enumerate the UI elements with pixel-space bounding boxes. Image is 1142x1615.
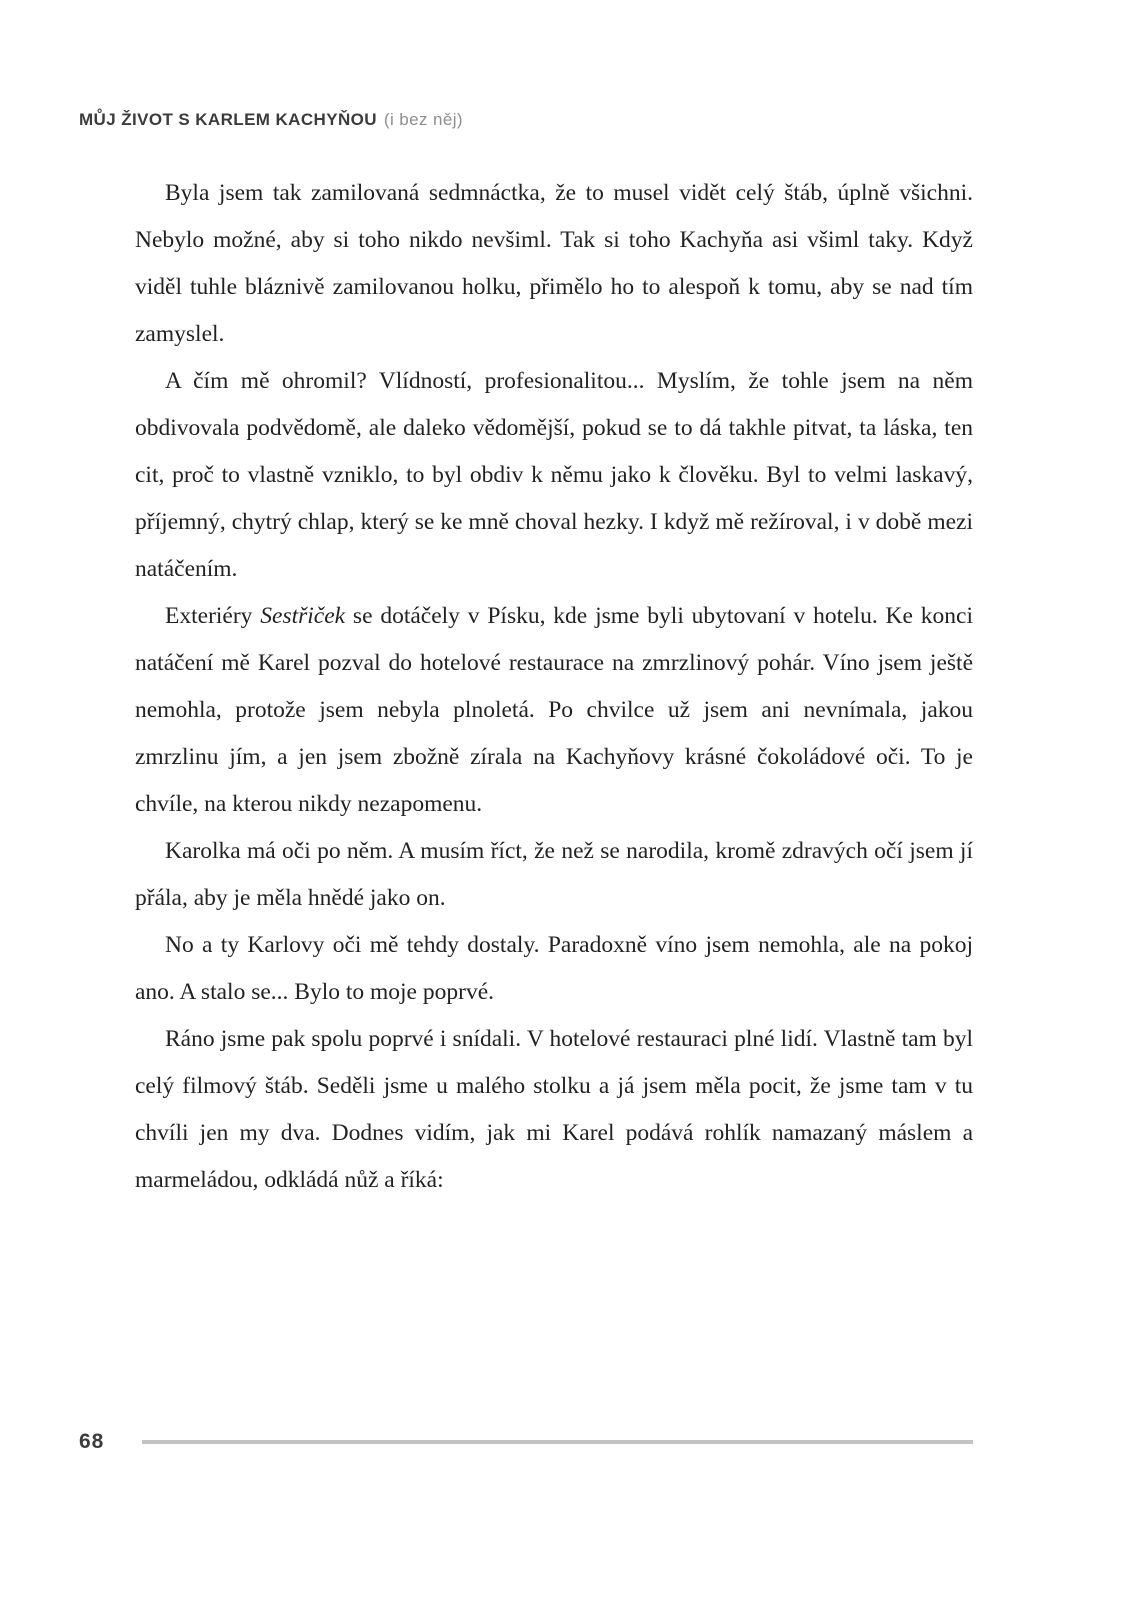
text-run: Exteriéry: [165, 603, 261, 629]
paragraph: [135, 170, 973, 358]
text-run: A čím mě ohromil? Vlídností, profesionalitou... Myslím, že tohle jsem na něm obdivovala podvědomě, ale daleko vědomější, pokud se to dá takhle pitvat, ta láska, ten cit, proč to vlastně vzniklo, to byl obdiv k němu jako k člověku. Byl to velmi laskavý, příjemný, chytrý chlap, který se ke mně choval hezky. I když mě režíroval, i v době mezi natáčením.: [135, 368, 973, 582]
page-footer: [79, 1430, 973, 1454]
running-header: [79, 110, 463, 130]
paragraph: [135, 922, 973, 1016]
text-run: se dotáčely v Písku, kde jsme byli ubytovaní v hotelu. Ke konci natáčení mě Karel pozval do hotelové restaurace na zmrzlinový pohár. Víno jsem ještě nemohla, protože jsem nebyla plnoletá. Po chvilce už jsem ani nevnímala, jakou zmrzlinu jím, a jen jsem zbožně zírala na Kachyňovy krásné čokoládové oči. To je chvíle, na kterou nikdy nezapomenu.: [135, 603, 973, 817]
body-text: [135, 170, 973, 1204]
paragraph: [135, 593, 973, 828]
italic-run: Sestřiček: [260, 603, 346, 629]
footer-rule: [142, 1440, 973, 1444]
book-title: MŮJ ŽIVOT S KARLEM KACHYŇOU: [79, 110, 377, 129]
book-subtitle: (i bez něj): [383, 110, 463, 129]
paragraph: [135, 828, 973, 922]
page-number: 68: [79, 1430, 105, 1453]
text-run: Ráno jsme pak spolu poprvé i snídali. V hotelové restauraci plné lidí. Vlastně tam byl celý filmový štáb. Seděli jsme u malého stolku a já jsem měla pocit, že jsme tam v tu chvíli jen my dva. Dodnes vidím, jak mi Karel podává rohlík namazaný máslem a marmeládou, odkládá nůž a říká:: [135, 1026, 973, 1193]
text-run: No a ty Karlovy oči mě tehdy dostaly. Paradoxně víno jsem nemohla, ale na pokoj ano. A stalo se... Bylo to moje poprvé.: [135, 932, 973, 1005]
text-run: Karolka má oči po něm. A musím říct, že než se narodila, kromě zdravých očí jsem jí přála, aby je měla hnědé jako on.: [135, 838, 973, 911]
paragraph: [135, 1016, 973, 1204]
text-run: Byla jsem tak zamilovaná sedmnáctka, že to musel vidět celý štáb, úplně všichni. Nebylo možné, aby si toho nikdo nevšiml. Tak si toho Kachyňa asi všiml taky. Když viděl tuhle bláznivě zamilovanou holku, přimělo ho to alespoň k tomu, aby se nad tím zamyslel.: [135, 180, 973, 347]
paragraph: [135, 358, 973, 593]
